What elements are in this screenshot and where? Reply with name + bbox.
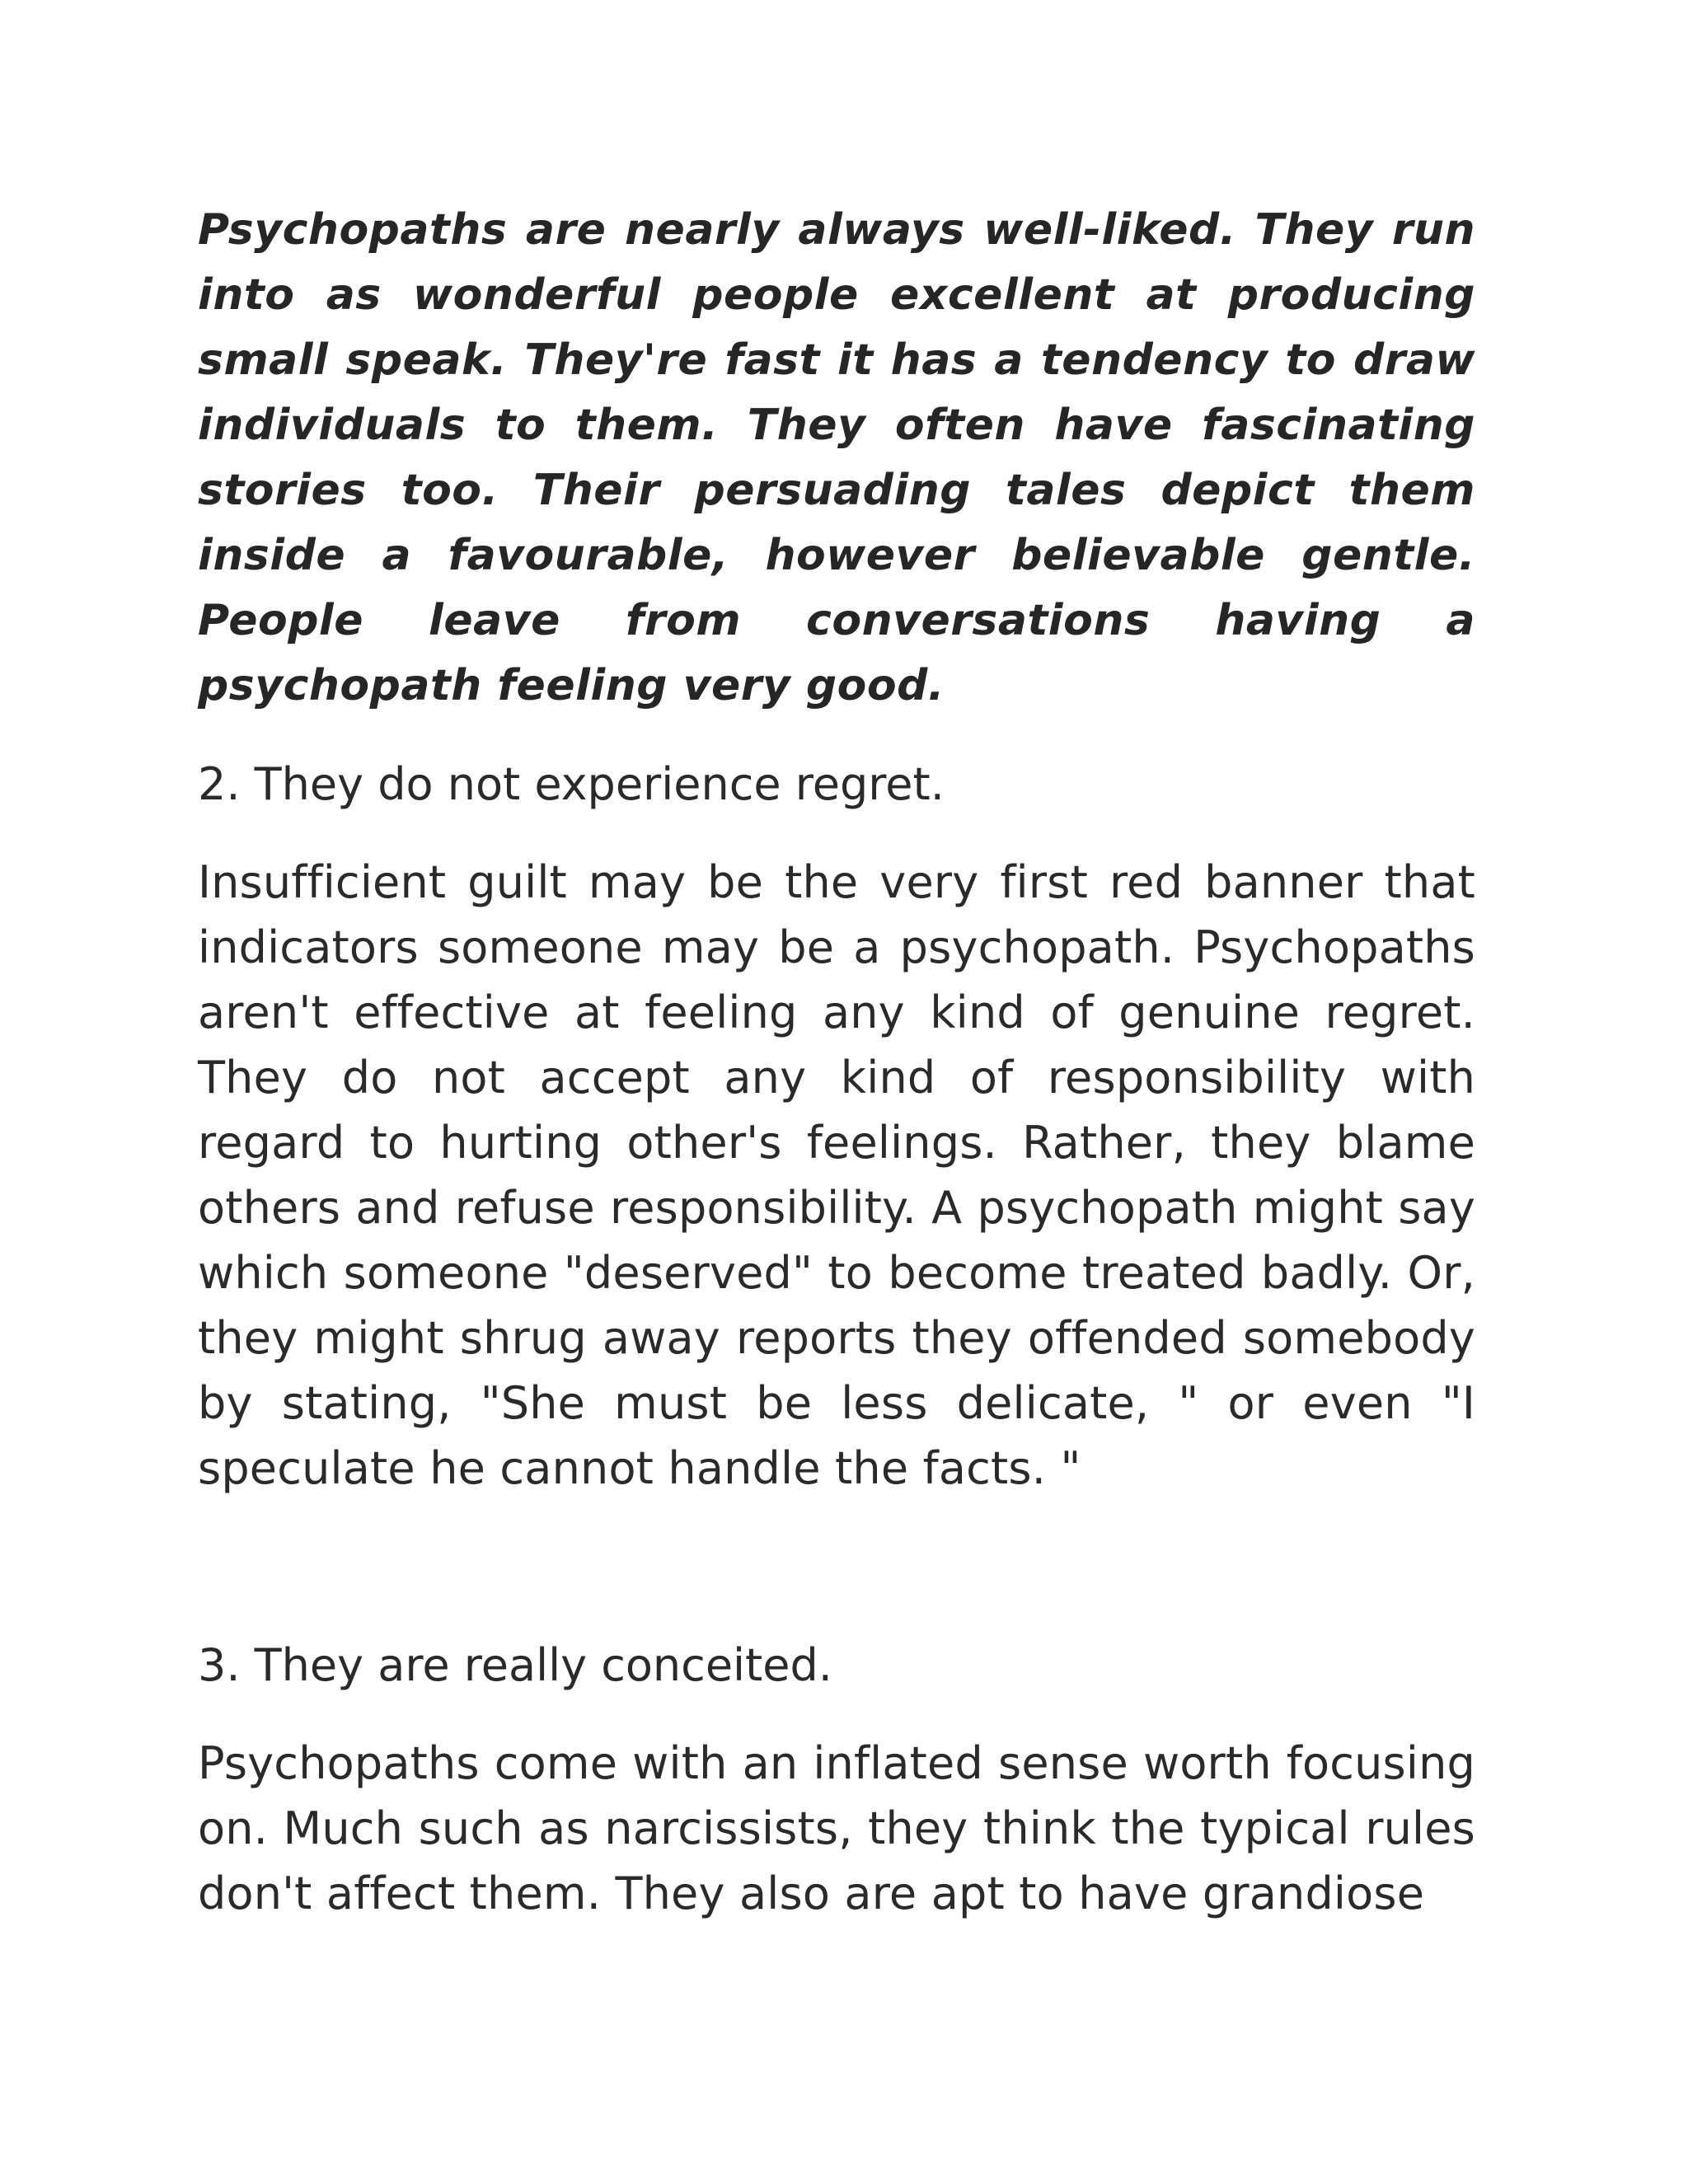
spacer [198, 1501, 1475, 1633]
spacer [198, 817, 1475, 850]
section-heading-2: 2. They do not experience regret. [198, 758, 945, 810]
section-3-paragraph: Psychopaths come with an inflated sense worth focusing on. Much such as narcissists, they think the typical rules don't affect them. They also are apt to have grandiose [198, 1737, 1475, 1919]
section-heading-3: 3. They are really conceited. [198, 1639, 832, 1691]
spacer [198, 719, 1475, 752]
intro-paragraph: Psychopaths are nearly always well-liked. They run into as wonderful people excellent at producing small speak. They're fast it has a tendency to draw individuals to them. They often have fascinating stories too. Their persuading tales depict them inside a favourable, however believable gentle. People leave from conversations having a psychopath feeling very good. [198, 205, 1475, 710]
spacer [198, 1698, 1475, 1731]
section-2-paragraph: Insufficient guilt may be the very first red banner that indicators someone may be a psychopath. Psychopaths aren't effective at feeling any kind of genuine regret. They do not accept any kind of responsibility with regard to hurting other's feelings. Rather, they blame others and refuse responsibility. A psychopath might say which someone "deserved" to become treated badly. Or, they might shrug away reports they offended somebody by stating, "She must be less delicate, " or even "I speculate he cannot handle the facts. " [198, 856, 1475, 1494]
